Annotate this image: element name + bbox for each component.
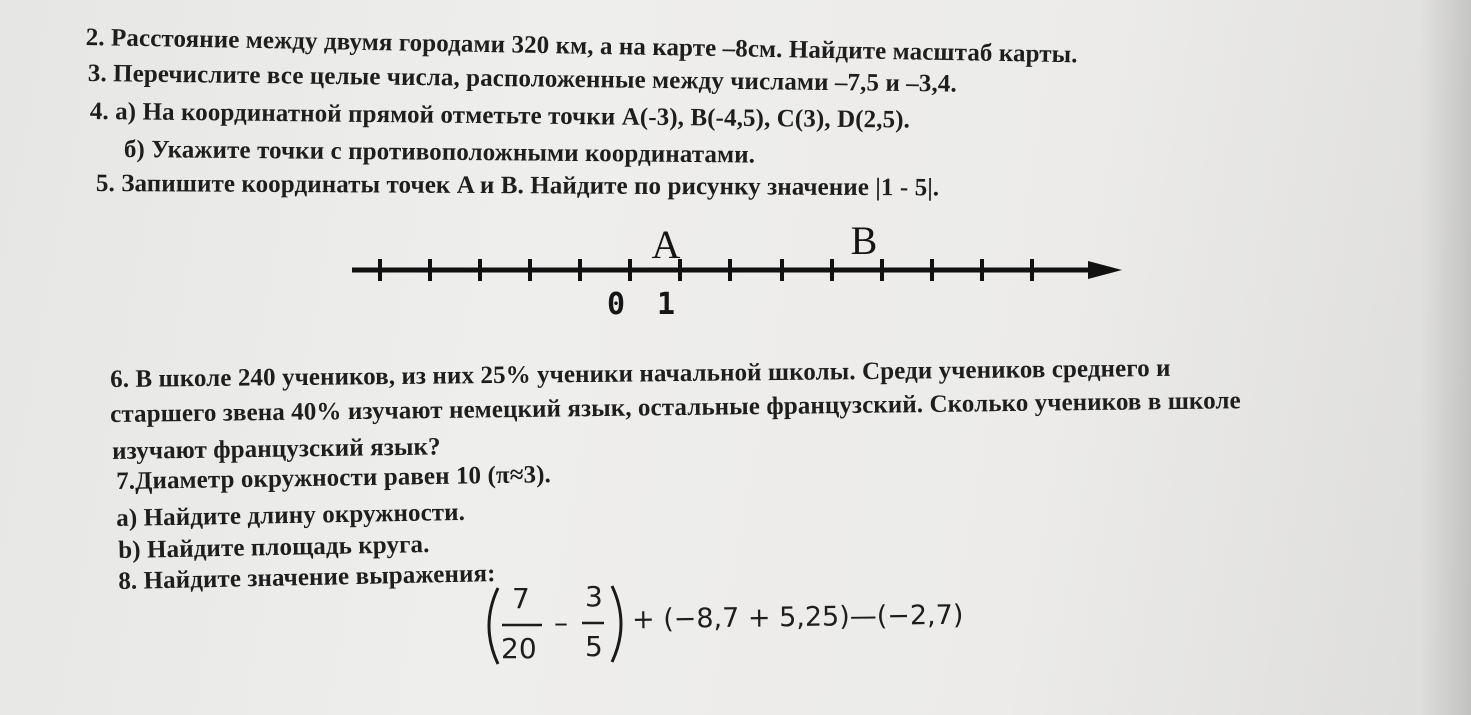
problem-4a: 4. а) На координатной прямой отметьте точки A(-3), B(-4,5), C(3), D(2,5). [89, 98, 911, 134]
problem-7: 7.Диаметр окружности равен 10 (π≈3). [116, 461, 552, 495]
expression [478, 578, 1038, 688]
one-label: 1 [656, 287, 676, 322]
point-a-label: A [651, 222, 681, 267]
problem-4b: б) Укажите точки с противоположными координатами. [123, 136, 756, 169]
problem-6-line-3: изучают французский язык? [112, 433, 441, 465]
problem-2: 2. Расстояние между двумя городами 320 км, а на карте –8см. Найдите масштаб карты. [85, 24, 1078, 69]
fraction-1-denominator: 20 [501, 632, 537, 665]
expression-rest: + (−8,7 + 5,25)—(−2,7) [631, 599, 964, 636]
problem-3: 3. Перечислите все целые числа, расположенные между числами –7,5 и –3,4. [87, 60, 957, 98]
left-paren [489, 588, 498, 664]
problem-5: 5. Запишите координаты точек A и B. Найдите по рисунку значение |1 - 5|. [95, 170, 940, 202]
fraction-1-numerator: 7 [512, 582, 530, 615]
fraction-2-numerator: 3 [585, 580, 603, 613]
zero-label: 0 [606, 287, 626, 322]
problem-6-line-1: 6. В школе 240 учеников, из них 25% ученики начальной школы. Среди учеников среднего и [110, 354, 1171, 393]
right-paren [612, 586, 621, 662]
problem-7a: а) Найдите длину окружности. [116, 498, 466, 532]
problem-7b: b) Найдите площадь круга. [118, 531, 430, 564]
number-line-arrow [1088, 261, 1122, 279]
point-b-label: B [850, 220, 878, 263]
number-line [0, 220, 1471, 340]
page-edge-shadow [1420, 0, 1471, 715]
fraction-2-denominator: 5 [585, 630, 603, 663]
minus-sign: – [554, 606, 568, 639]
problem-6-line-2: старшего звена 40% изучают немецкий язык, остальные французский. Сколько учеников в школе [110, 387, 1241, 428]
problem-8: 8. Найдите значение выражения: [118, 560, 496, 595]
